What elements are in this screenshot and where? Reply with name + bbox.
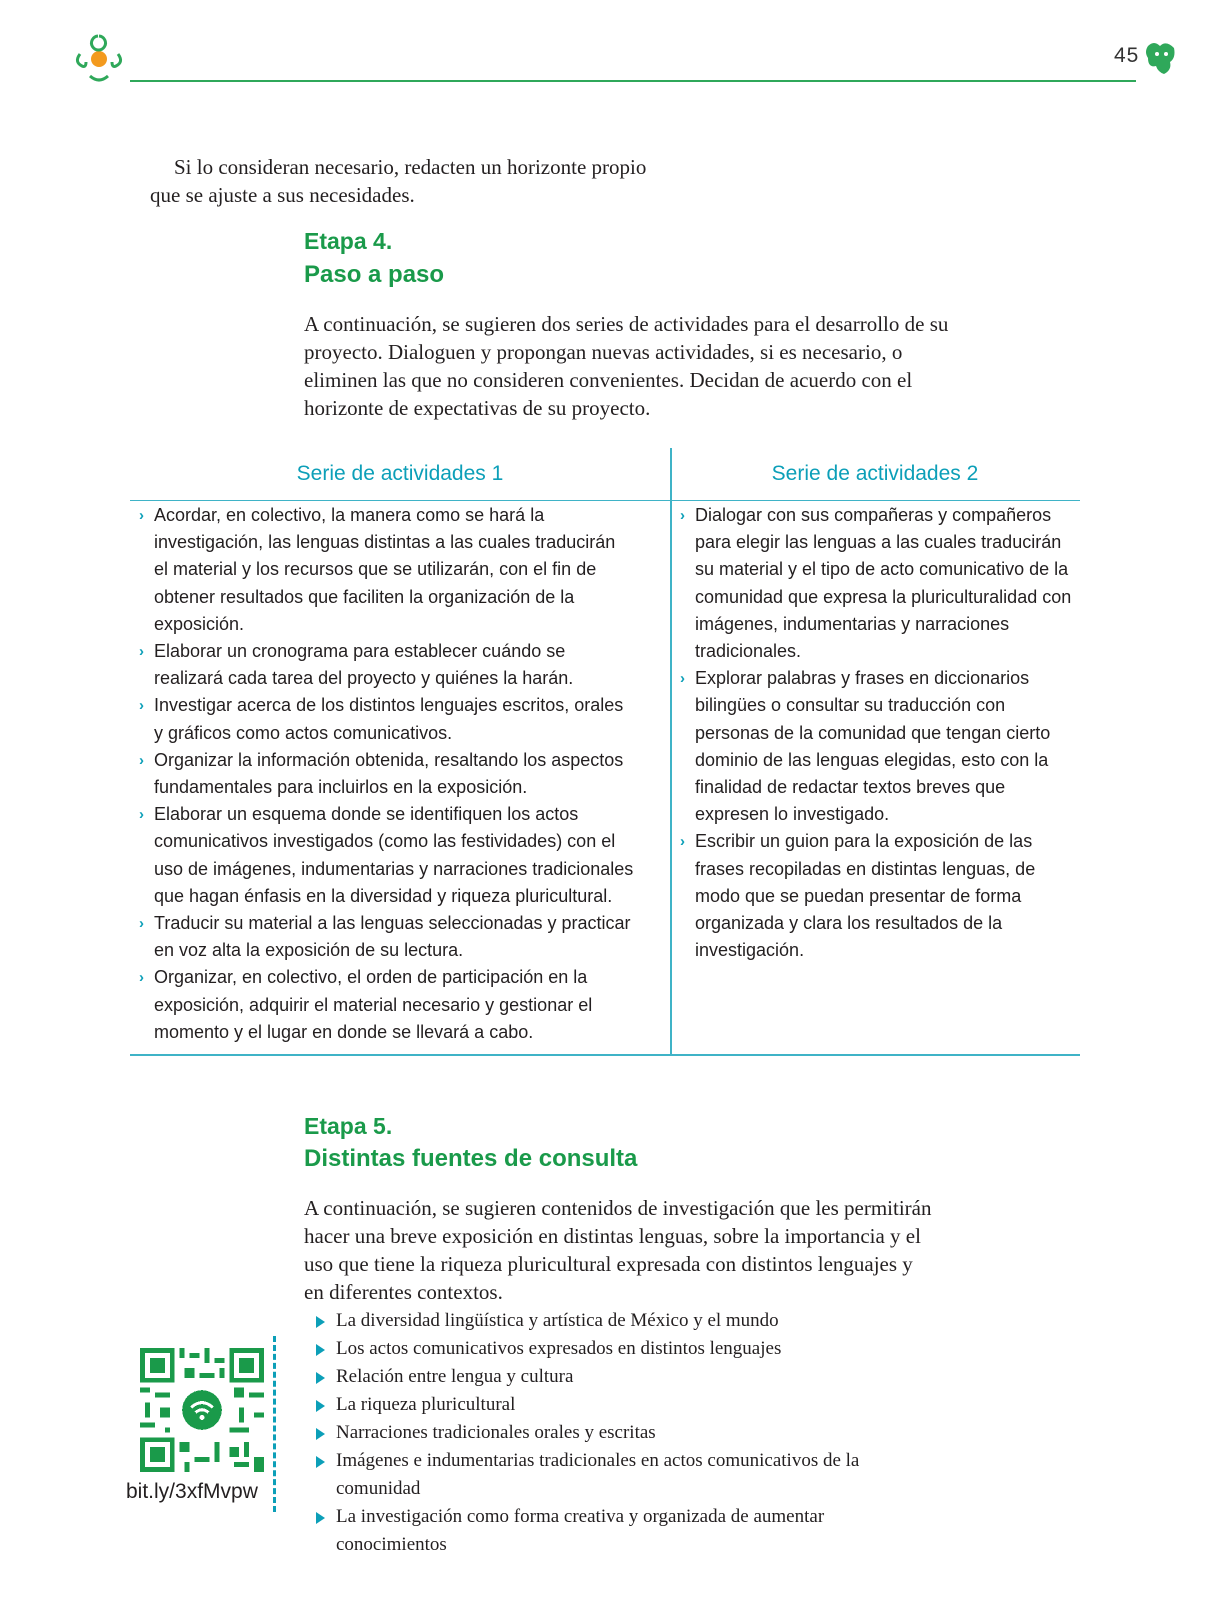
green-glyph-icon <box>1144 40 1178 76</box>
list-item: › Investigar acerca de los distintos lenguajes escritos, orales y gráficos como actos comunicativos. <box>154 692 634 746</box>
list-item: Relación entre lengua y cultura <box>336 1363 896 1391</box>
list-item: › Dialogar con sus compañeras y compañeros para elegir las lenguas a las cuales traducirán su material y el tipo de acto comunicativo de la comunidad que expresa la pluriculturalidad con imágenes, indumentarias y narraciones tradicionales. <box>695 502 1080 665</box>
etapa4-label: Etapa 4. <box>304 228 393 254</box>
column-divider <box>670 448 672 1055</box>
list-item: › Escribir un guion para la exposición de las frases recopiladas en distintas lenguas, de modo que se puedan presentar de forma organizada y clara los resultados de la investigación. <box>695 828 1080 964</box>
list-item: La diversidad lingüística y artística de México y el mundo <box>336 1307 896 1335</box>
list-item: › Organizar la información obtenida, resaltando los aspectos fundamentales para incluirlos en la exposición. <box>154 747 634 801</box>
intro-paragraph: Si lo consideran necesario, redacten un horizonte propio que se ajuste a sus necesidades. <box>150 155 647 207</box>
list-item: Imágenes e indumentarias tradicionales en actos comunicativos de la comunidad <box>336 1447 896 1503</box>
etapa4-paragraph: A continuación, se sugieren dos series de actividades para el desarrollo de su proyecto. Dialoguen y propongan nuevas actividades, si es necesario, o eliminen las que no consideren convenientes. Decidan de acuerdo con el horizonte de expectativas de su proyecto. <box>304 312 949 420</box>
chevron-bullet-icon: › <box>139 751 144 769</box>
qr-dashed-divider <box>273 1336 276 1512</box>
qr-link[interactable]: bit.ly/3xfMvpw <box>126 1480 258 1503</box>
list-item: › Explorar palabras y frases en diccionarios bilingües o consultar su traducción con personas de la comunidad que tengan cierto dominio de las lenguas elegidas, esto con la finalidad de redactar textos breves que expresen lo investigado. <box>695 665 1080 828</box>
triangle-bullet-icon <box>316 1512 325 1524</box>
activities-table <box>130 448 1080 1055</box>
page-number: 45 <box>1114 44 1140 67</box>
triangle-bullet-icon <box>316 1372 325 1384</box>
qr-code-icon[interactable] <box>140 1348 264 1472</box>
triangle-bullet-icon <box>316 1456 325 1468</box>
chevron-bullet-icon: › <box>139 969 144 987</box>
chevron-bullet-icon: › <box>680 670 685 688</box>
series1-title: Serie de actividades 1 <box>130 448 670 501</box>
sources-list <box>336 1307 896 1559</box>
series2-list <box>680 502 1080 964</box>
list-item: › Elaborar un cronograma para establecer cuándo se realizará cada tarea del proyecto y quiénes la harán. <box>154 638 634 692</box>
chevron-bullet-icon: › <box>139 806 144 824</box>
list-item: La investigación como forma creativa y organizada de aumentar conocimientos <box>336 1503 896 1559</box>
series1-list <box>139 502 634 1046</box>
header-rule <box>130 80 1136 82</box>
chevron-bullet-icon: › <box>680 507 685 524</box>
triangle-bullet-icon <box>316 1428 325 1440</box>
etapa4-title: Paso a paso <box>304 261 445 288</box>
chevron-bullet-icon: › <box>139 643 144 661</box>
list-item: › Traducir su material a las lenguas seleccionadas y practicar en voz alta la exposición de su lectura. <box>154 910 634 964</box>
chevron-bullet-icon: › <box>680 833 685 851</box>
etapa5-label: Etapa 5. <box>304 1113 393 1139</box>
flower-logo-icon <box>72 32 126 86</box>
triangle-bullet-icon <box>316 1400 325 1412</box>
list-item: › Acordar, en colectivo, la manera como se hará la investigación, las lenguas distintas a las cuales traducirán el material y los recursos que se utilizarán, con el fin de obtener resultados que faciliten la organización de la exposición. <box>154 502 634 638</box>
triangle-bullet-icon <box>316 1344 325 1356</box>
series2-title: Serie de actividades 2 <box>670 448 1080 501</box>
list-item: › Organizar, en colectivo, el orden de participación en la exposición, adquirir el material necesario y gestionar el momento y el lugar en donde se llevará a cabo. <box>154 964 634 1046</box>
etapa5-paragraph: A continuación, se sugieren contenidos de investigación que les permitirán hacer una breve exposición en distintas lenguas, sobre la importancia y el uso que tiene la riqueza pluricultural expresada con distintos lenguajes y en diferentes contextos. <box>304 1196 932 1304</box>
table-bottom-rule <box>130 1054 1080 1056</box>
list-item: Narraciones tradicionales orales y escritas <box>336 1419 896 1447</box>
list-item: Los actos comunicativos expresados en distintos lenguajes <box>336 1335 896 1363</box>
list-item: La riqueza pluricultural <box>336 1391 896 1419</box>
triangle-bullet-icon <box>316 1316 325 1328</box>
etapa5-title: Distintas fuentes de consulta <box>304 1145 638 1172</box>
chevron-bullet-icon: › <box>139 915 144 933</box>
chevron-bullet-icon: › <box>139 507 144 524</box>
chevron-bullet-icon: › <box>139 697 144 715</box>
list-item: › Elaborar un esquema donde se identifiquen los actos comunicativos investigados (como las festividades) con el uso de imágenes, indumentarias y narraciones tradicionales que hagan énfasis en la diversidad y riqueza pluricultural. <box>154 801 634 910</box>
